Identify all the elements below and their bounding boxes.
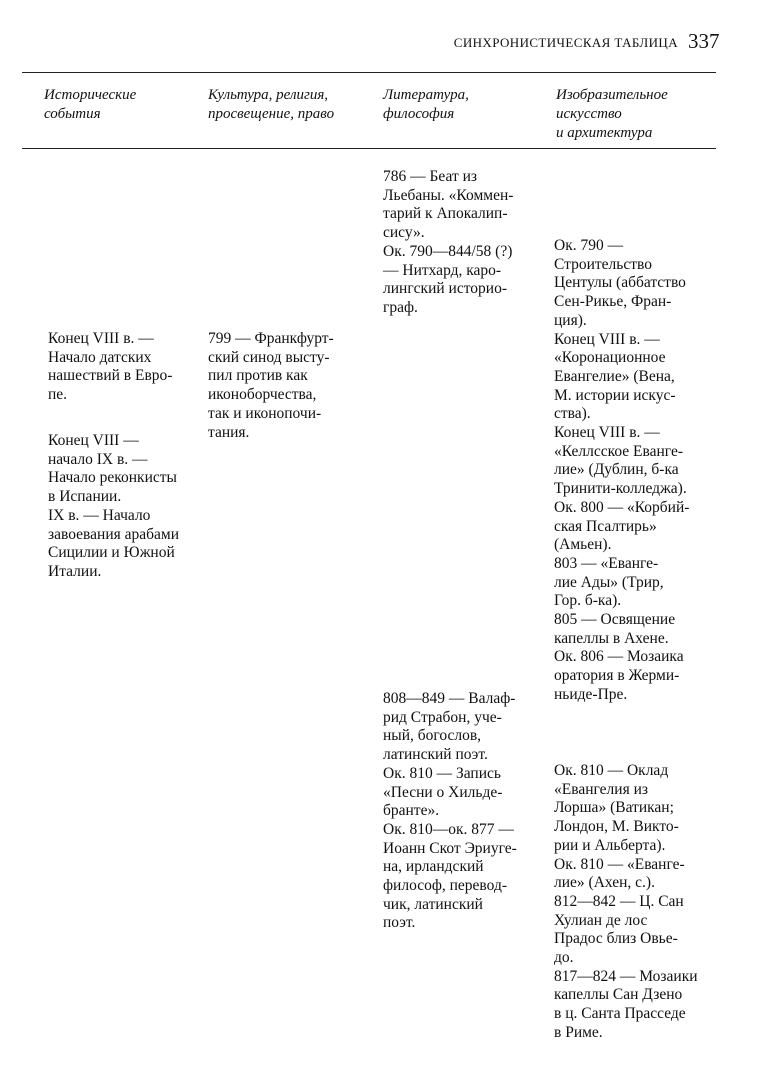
column-header-art: Изобразительное искусство и архитектура bbox=[556, 87, 668, 141]
art-entry: Ок. 810 — Оклад «Евангелия из Лорша» (Ватикан; Лондон, М. Викто- рии и Альберта). Ок. 810 — «Еванге- лие» (Ахен, с.). 812—842 — Ц. Сан Хулиан де лос Прадос близ Овье- до. 817—824 — Мозаики капеллы Сан Дзено в ц. Санта Прасседе в Риме. bbox=[554, 762, 698, 1041]
history-entry: Конец VIII — начало IX в. — Начало реконкисты в Испании. IX в. — Начало завоевания арабами Сицилии и Южной Италии. bbox=[48, 432, 180, 580]
literature-entry: 786 — Беат из Льебаны. «Коммен- тарий к Апокалип- сису». Ок. 790—844/58 (?) — Нитхард, каро- лингский историо- граф. bbox=[383, 168, 514, 316]
header-bottom-rule bbox=[22, 148, 716, 149]
column-header-history: Исторические события bbox=[44, 87, 137, 122]
column-header-literature: Литература, философия bbox=[383, 87, 469, 122]
running-title: СИНХРОНИСТИЧЕСКАЯ ТАБЛИЦА bbox=[453, 35, 678, 50]
art-entry: Ок. 790 — Строительство Центулы (аббатство Сен-Рикье, Фран- ция). Конец VIII в. — «Коронационное Евангелие» (Вена, М. истории искус- ства). Конец VIII в. — «Келлсское Еванге- лие» (Дублин, б-ка Тринити-колледжа). Ок. 800 — «Корбий- ская Псалтирь» (Амьен). 803 — «Еванге- лие Ады» (Трир, Гор. б-ка). 805 — Освящение капеллы в Ахене. Ок. 806 — Мозаика оратория в Жерми- ньиде-Пре. bbox=[554, 237, 690, 703]
column-header-culture: Культура, религия, просвещение, право bbox=[208, 87, 335, 122]
literature-entry: 808—849 — Валаф- рид Страбон, уче- ный, богослов, латинский поэт. Ок. 810 — Запись «Песни о Хильде- бранте». Ок. 810—ок. 877 — Иоанн Скот Эриуге- на, ирландский философ, перевод- чик, латинский поэт. bbox=[383, 690, 517, 932]
header-top-rule bbox=[22, 72, 716, 73]
history-entry: Конец VIII в. — Начало датских нашествий в Евро- пе. bbox=[48, 330, 173, 404]
page-number: 337 bbox=[688, 29, 720, 53]
culture-entry: 799 — Франкфурт- ский синод высту- пил против как иконоборчества, так и иконопочи- тания. bbox=[208, 330, 334, 441]
